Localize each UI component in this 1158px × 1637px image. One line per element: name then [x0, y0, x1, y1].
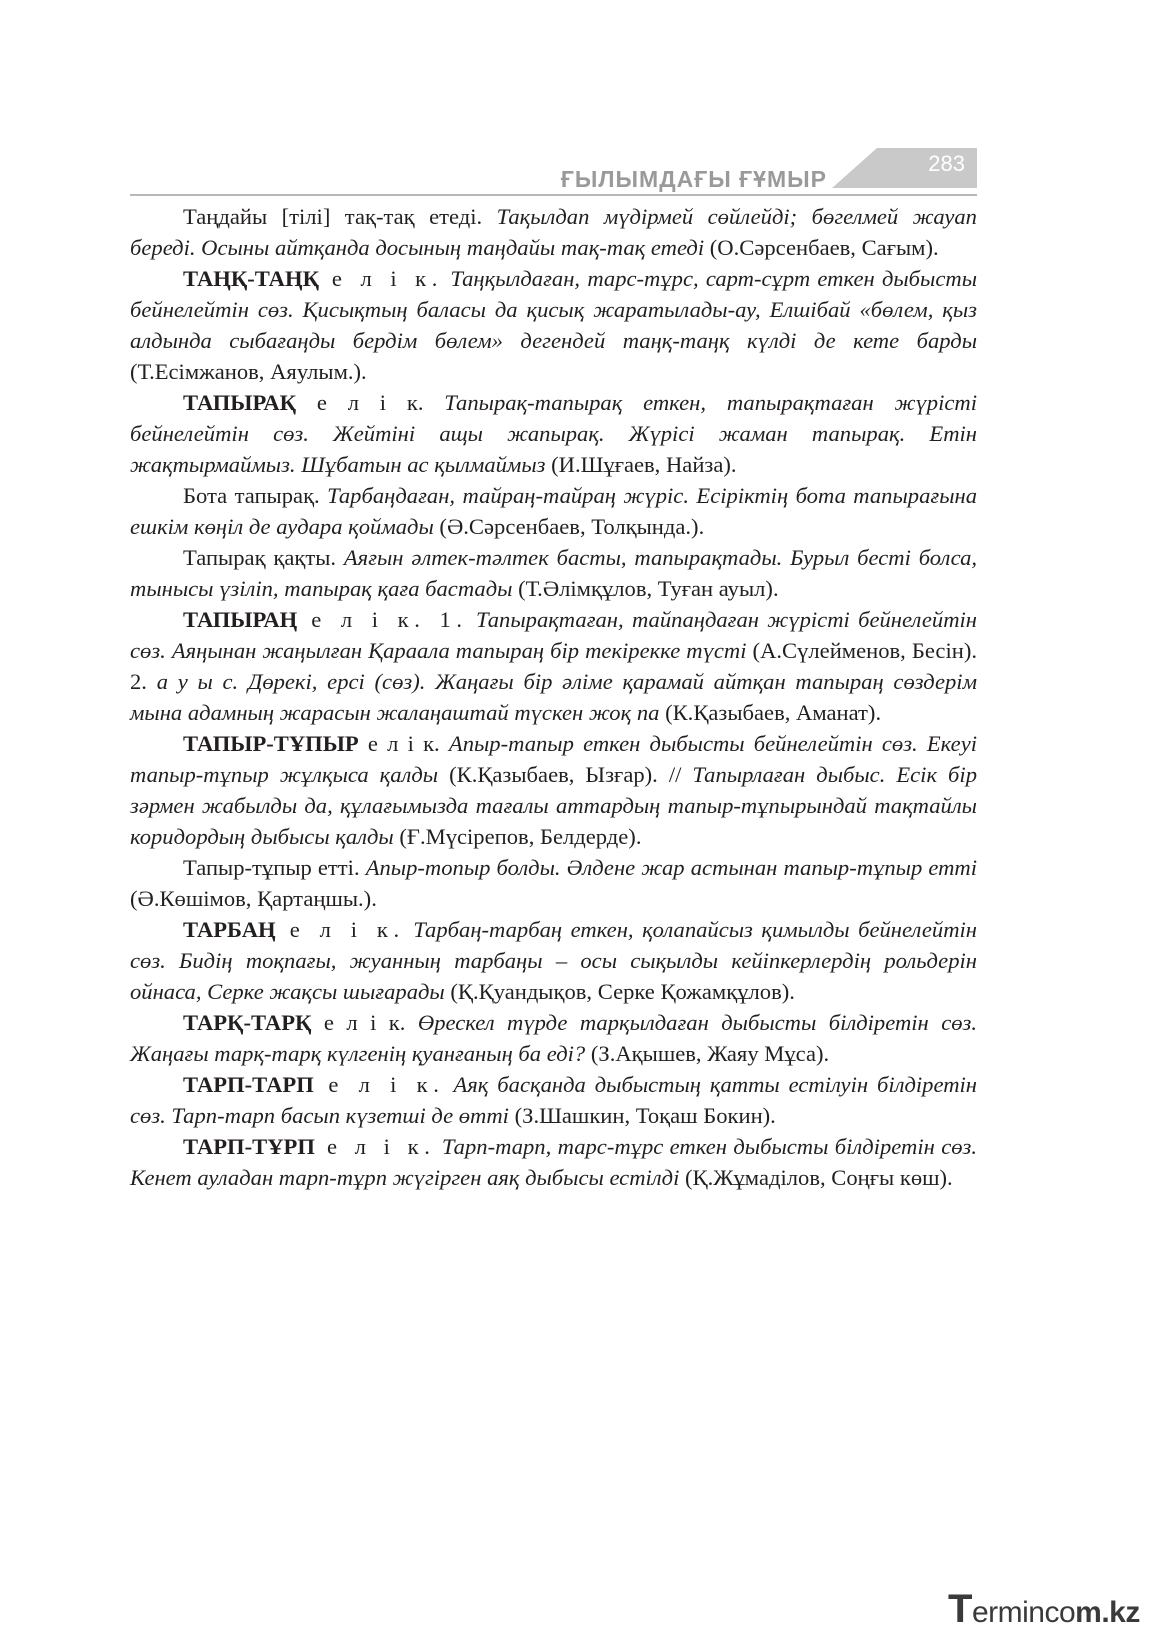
- entry-pos: е л і к.: [296, 390, 424, 415]
- entry-term: ТАПЫРАҚ: [183, 390, 297, 415]
- entry: ТАПЫРАҢ е л і к. 1. Тапырақтаған, тайпаңдаған жүрісті бейнелейтін сөз. Аяңынан жаңылған Қараала тапыраң бір текірекке түсті (А.Сүлейменов, Бесін). 2. а у ы с. Дөрекі, ерсі (сөз). Жаңағы бір әліме қарамай айтқан тапыраң сөздерім мына адамның жарасын жалаңаштай түскен жоқ па (К.Қазыбаев, Аманат).: [130, 607, 977, 725]
- entry-pos: е л і к.: [275, 917, 405, 942]
- entry: ТАПЫР-ТҰПЫР е л і к. Апыр-тапыр еткен дыбысты бейнелейтін сөз. Екеуі тапыр-тұпыр жұлқыса қалды (К.Қазыбаев, Ызғар). // Тапырлаған дыбыс. Есік бір зәрмен жабылды да, құлағымызда тағалы аттардың тапыр-тұпырындай тақтайлы коридордың дыбысы қалды (Ғ.Мүсірепов, Белдерде).: [130, 731, 977, 849]
- entry-pos: е л і к. 1.: [297, 607, 468, 632]
- entry: ТАРП-ТҰРП е л і к. Тарп-тарп, тарс-тұрс еткен дыбысты білдіретін сөз. Кенет ауладан тарп-тұрп жүгірген аяқ дыбысы естілді (Қ.Жұмаділов, Соңғы көш).: [130, 1134, 977, 1190]
- entry-term: ТАПЫРАҢ: [183, 607, 298, 632]
- running-header: [130, 148, 977, 196]
- entry-pos: е л і к.: [314, 1134, 436, 1159]
- entry: ТАПЫРАҚ е л і к. Тапырақ-тапырақ еткен, тапырақтаған жүрісті бейнелейтін сөз. Жейтіні ащы жапырақ. Жүрісі жаман тапырақ. Етін жақтырмаймыз. Шұбатын ас қылмаймыз (И.Шұғаев, Найза).: [130, 390, 977, 477]
- entry-pos: е л і к.: [318, 266, 444, 291]
- dictionary-entries: [130, 201, 977, 1193]
- entry: ТАРҚ-ТАРҚ е л і к. Өрескел түрде тарқылдаған дыбысты білдіретін сөз. Жаңағы тарқ-тарқ күлгенің қуанғаның ба еді? (З.Ақышев, Жаяу Мұса).: [130, 1010, 977, 1066]
- header-rule: [130, 194, 977, 196]
- entry: Бота тапырақ. Тарбаңдаған, тайраң-тайраң жүріс. Есіріктің бота тапырағына ешкім көңіл де аудара қоймады (Ә.Сәрсенбаев, Толқында.).: [130, 483, 978, 539]
- entry-pos: е л і к.: [358, 731, 440, 756]
- entry-term: ТАҢҚ-ТАҢҚ: [183, 266, 319, 291]
- running-title: ҒЫЛЫМДАҒЫ ҒҰМЫР: [560, 166, 827, 192]
- entry-term: ТАРБАҢ: [183, 917, 276, 942]
- entry: Таңдайы [тілі] тақ-тақ етеді. Тақылдап мүдірмей сөйлейді; бөгелмей жауап береді. Осыны айтқанда досының таңдайы тақ-тақ етеді (О.Сәрсенбаев, Сағым).: [130, 204, 977, 260]
- entry: Тапырақ қақты. Аяғын әлтек-тәлтек басты, тапырақтады. Бурыл бесті болса, тынысы үзіліп, тапырақ қаға бастады (Т.Әлімқұлов, Туған ауыл).: [130, 545, 978, 601]
- entry: ТАРП-ТАРП е л і к. Аяқ басқанда дыбыстың қатты естілуін білдіретін сөз. Тарп-тарп басып күзетші де өтті (З.Шашкин, Тоқаш Бокин).: [130, 1072, 978, 1128]
- entry: Тапыр-тұпыр етті. Апыр-топыр болды. Әлдене жар астынан тапыр-тұпыр етті (Ә.Көшімов, Қартаңшы.).: [130, 855, 977, 911]
- entry: ТАҢҚ-ТАҢҚ е л і к. Таңқылдаған, тарс-тұрс, сарт-сұрт еткен дыбысты бейнелейтін сөз. Қисықтың баласы да қисық жаратылады-ау, Елшібай «бөлем, қыз алдында сыбағаңды бердім бөлем» дегендей таңқ-таңқ күлді де кете барды (Т.Есімжанов, Аяулым.).: [130, 266, 977, 384]
- entry-term: ТАПЫР-ТҰПЫР: [183, 731, 359, 756]
- site-watermark: Termincom.kz: [948, 1587, 1140, 1631]
- entry-pos: е л і к.: [313, 1072, 445, 1097]
- entry-term: ТАРҚ-ТАРҚ: [183, 1010, 312, 1035]
- entry-term: ТАРП-ТҰРП: [183, 1134, 315, 1159]
- entry: ТАРБАҢ е л і к. Тарбаң-тарбаң еткен, қолапайсыз қимылды бейнелейтін сөз. Бидің тоқпағы, жуанның тарбаңы – осы сықылды кейіпкерлердің рольдерін ойнаса, Серке жақсы шығарады (Қ.Қуандықов, Серке Қожамқұлов).: [130, 917, 977, 1004]
- page-number: 283: [928, 151, 965, 176]
- entry-pos: е л і к.: [311, 1010, 406, 1035]
- entry-term: ТАРП-ТАРП: [183, 1072, 314, 1097]
